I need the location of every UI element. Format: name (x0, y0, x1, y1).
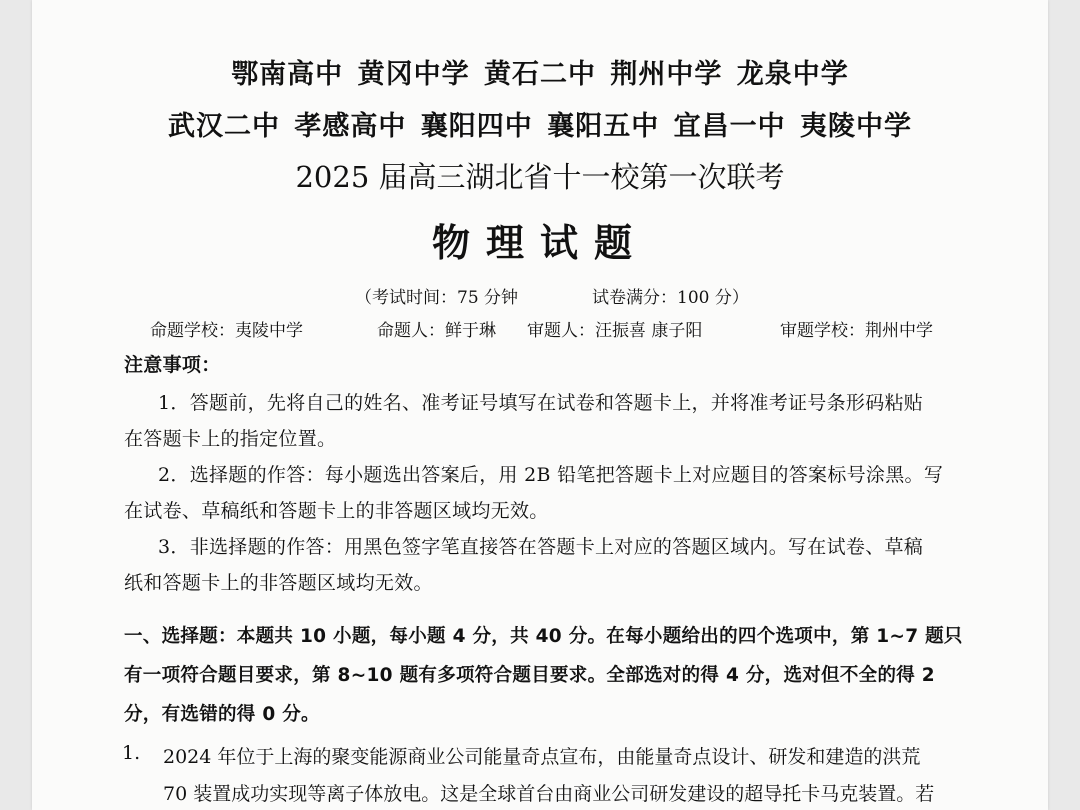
question-1-line-2: 70 装置成功实现等离子体放电。这是全球首台由商业公司研发建设的超导托卡马克装置。若 (163, 783, 935, 805)
notice-item-2-line-2: 在试卷、草稿纸和答题卡上的非答题区域均无效。 (124, 500, 549, 522)
notice-item-2-line-1: 2．选择题的作答：每小题选出答案后，用 2B 铅笔把答题卡上对应题目的答案标号涂黑。写 (158, 464, 944, 486)
setter-school: 命题学校：夷陵中学 (150, 321, 303, 341)
question-setter: 命题人：鲜于琳 (377, 321, 496, 341)
notice-item-3-line-1: 3．非选择题的作答：用黑色签字笔直接答在答题卡上对应的答题区域内。写在试卷、草稿 (158, 536, 924, 558)
schools-line-2: 武汉二中 孝感高中 襄阳四中 襄阳五中 宜昌一中 夷陵中学 (168, 111, 912, 142)
notice-heading: 注意事项： (124, 354, 221, 376)
question-1-line-1: 2024 年位于上海的聚变能源商业公司能量奇点宣布，由能量奇点设计、研发和建造的洪荒 (163, 746, 921, 768)
notice-item-3-line-2: 纸和答题卡上的非答题区域均无效。 (124, 572, 433, 594)
question-1-number: 1. (122, 742, 141, 764)
reviewers: 审题人：汪振喜 康子阳 (527, 321, 703, 341)
exam-time: （考试时间：75 分钟 (355, 288, 519, 308)
section-1-instructions-line-2: 有一项符合题目要求，第 8~10 题有多项符合题目要求。全部选对的得 4 分，选对但不全的得 2 (124, 665, 935, 686)
review-school: 审题学校：荆州中学 (780, 321, 933, 341)
exam-paper-page (32, 0, 1048, 810)
notice-item-1-line-1: 1．答题前，先将自己的姓名、准考证号填写在试卷和答题卡上，并将准考证号条形码粘贴 (158, 392, 924, 414)
exam-title: 2025 届高三湖北省十一校第一次联考 (295, 160, 785, 194)
section-1-instructions-line-1: 一、选择题：本题共 10 小题，每小题 4 分，共 40 分。在每小题给出的四个选项中，第 1~7 题只 (124, 626, 963, 647)
exam-full-score: 试卷满分：100 分） (592, 288, 749, 308)
subject-title: 物理试题 (431, 221, 648, 265)
schools-line-1: 鄂南高中 黄冈中学 黄石二中 荆州中学 龙泉中学 (231, 59, 849, 90)
notice-item-1-line-2: 在答题卡上的指定位置。 (124, 428, 337, 450)
section-1-instructions-line-3: 分，有选错的得 0 分。 (124, 704, 320, 725)
